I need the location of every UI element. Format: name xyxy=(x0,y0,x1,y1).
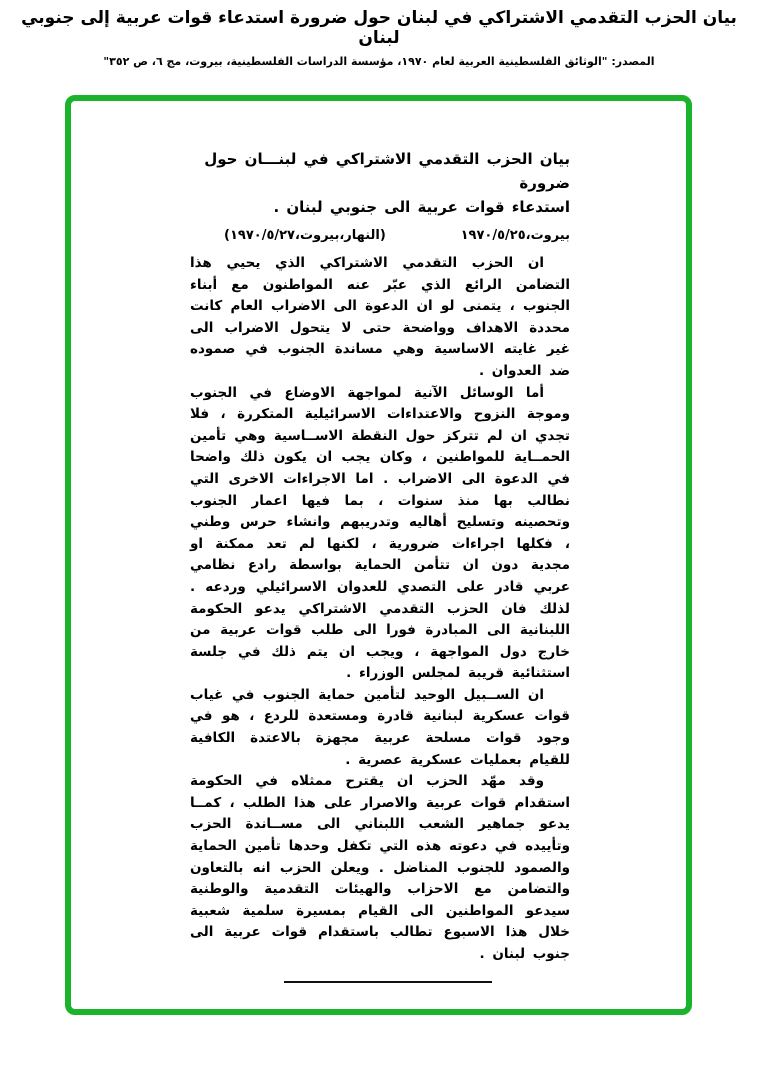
document-body xyxy=(190,253,570,966)
end-of-document-rule xyxy=(284,981,492,983)
paragraph-2: أما الوسائل الآنية لمواجهة الاوضاع في الجنوب وموجة النزوح والاعتداءات الاسرائيلية المتكررة ، فلا تجدي ان لم تتركز حول النقطة الاســاسية وهي تأمين الحمــاية للمواطنين ، وكان يجب ان يكون ذلك واضحا في الدعوة الى الاضراب . اما الاجراءات الاخرى التي نطالب بها منذ سنوات ، بما فيها اعمار الجنوب وتحصينه وتسليح أهاليه وتدريبهم وانشاء حرس وطني ، فكلها اجراءات ضرورية ، لكنها لم تعد ممكنة او مجدية دون ان تتأمن الحماية بواسطة رادع نظامي عربي قادر على التصدي للعدوان الاسرائيلي وردعه . لذلك فان الحزب التقدمي الاشتراكي يدعو الحكومة اللبنانية الى المبادرة فورا الى طلب قوات عربية من خارج دول المواجهة ، ويجب ان يتم ذلك في جلسة استثنائية قريبة لمجلس الوزراء . xyxy=(190,384,570,682)
page-header xyxy=(0,8,758,68)
paragraph-1: ان الحزب التقدمي الاشتراكي الذي يحيي هذا التضامن الرائع الذي عبّر عنه المواطنون مع أبناء الجنوب ، يتمنى لو ان الدعوة الى الاضراب العام كانت محددة الاهداف وواضحة حتى لا يتحول الاضراب الى غير غايته الاساسية وهي مساندة الجنوب في صموده ضد العدوان . xyxy=(190,255,570,379)
page-title: بيان الحزب التقدمي الاشتراكي في لبنان حول ضرورة استدعاء قوات عربية إلى جنوبي لبنان xyxy=(21,8,737,48)
document-title-line2: استدعاء قوات عربية الى جنوبي لبنان . xyxy=(273,198,570,216)
paragraph-3: ان الســبيل الوحيد لتأمين حماية الجنوب في غياب قوات عسكرية لبنانية قادرة ومستعدة للردع ، هو في وجود قوات مسلحة عربية مجهزة بالاعتدة الكافية للقيام بعمليات عسكرية عصرية . xyxy=(190,686,570,768)
document-title xyxy=(190,147,570,219)
paragraph-4: وقد مهّد الحزب ان يقترح ممثلاه في الحكومة استقدام قوات عربية والاصرار على هذا الطلب ، كمــا يدعو جماهير الشعب اللبناني الى مســاندة الحزب وتأييده في دعوته هذه التي تكفل وحدها تأمين الحماية والصمود للجنوب المناضل . ويعلن الحزب انه بالتعاون والتضامن مع الاحزاب والهيئات التقدمية والوطنية سيدعو المواطنين الى القيام بمسيرة سلمية شعبية خلال هذا الاسبوع تطالب باستقدام قوات عربية الى جنوب لبنان . xyxy=(190,773,570,962)
source-citation: المصدر: "الوثائق الفلسطينية العربية لعام ١٩٧٠، مؤسسة الدراسات الفلسطينية، بيروت، مج ٦، ص ٣٥٢" xyxy=(103,55,655,68)
dateline-place-date: بيروت،١٩٧٠/٥/٢٥ xyxy=(460,228,570,243)
document-content xyxy=(190,147,570,983)
document-frame xyxy=(65,95,692,1015)
document-title-line1: بيان الحزب التقدمي الاشتراكي في لبنـــان حول ضرورة xyxy=(204,150,570,192)
dateline-publication: (النهار،بيروت،١٩٧٠/٥/٢٧) xyxy=(224,228,386,243)
dateline-row xyxy=(190,228,570,243)
